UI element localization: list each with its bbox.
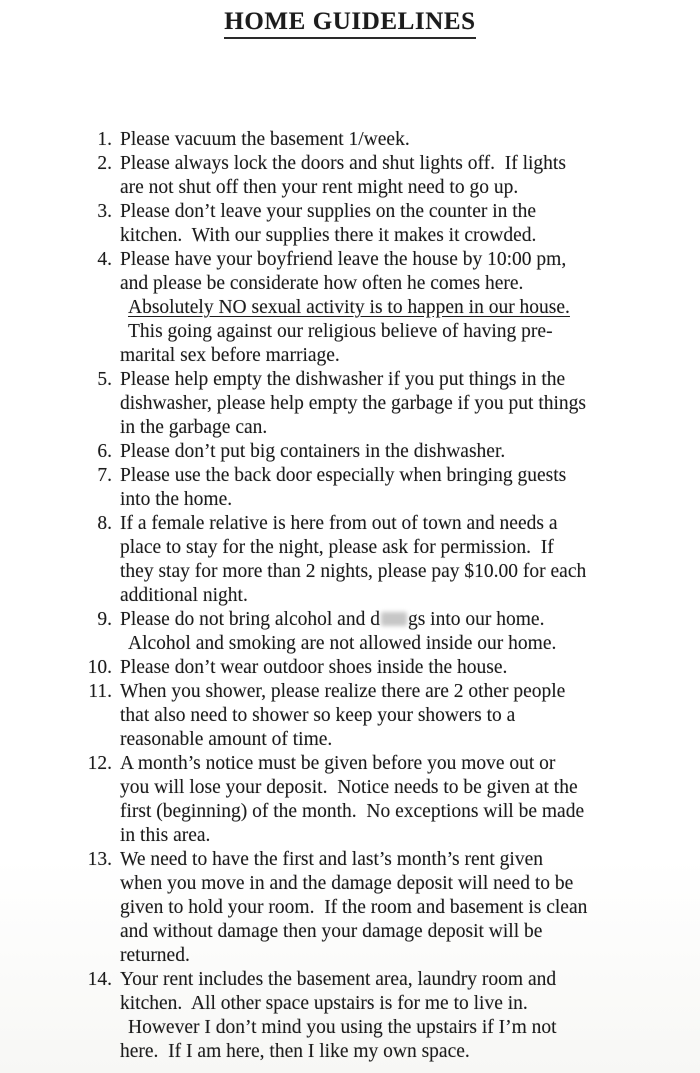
list-item-number: 4.	[97, 249, 112, 270]
list-item-number: 2.	[97, 153, 112, 174]
text-line	[120, 728, 565, 752]
text-segment: when you move in and the damage deposit will need to be	[120, 873, 574, 894]
text-line	[120, 176, 566, 200]
text-line	[120, 272, 570, 296]
text-line	[120, 608, 556, 632]
list-item	[84, 656, 587, 680]
text-line	[120, 824, 584, 848]
list-item	[84, 968, 587, 1064]
text-line	[120, 944, 587, 968]
list-item-number: 12.	[87, 753, 112, 774]
text-segment: Please don’t put big containers in the dishwasher.	[120, 441, 506, 462]
list-item	[84, 680, 587, 752]
guidelines-list	[84, 128, 587, 1064]
list-item-number: 6.	[97, 441, 112, 462]
text-segment: into the home.	[120, 489, 233, 510]
list-item-text	[120, 848, 587, 968]
text-line	[120, 920, 587, 944]
list-item-text	[120, 968, 557, 1064]
list-item	[84, 752, 587, 848]
text-segment: in this area.	[120, 825, 211, 846]
list-item-text	[120, 248, 570, 368]
text-segment: When you shower, please realize there are 2 other people	[120, 681, 566, 702]
list-item-text	[120, 464, 566, 512]
text-segment: Please have your boyfriend leave the house by 10:00 pm,	[120, 249, 567, 270]
text-segment: here. If I am here, then I like my own space.	[120, 1041, 470, 1062]
list-item-number: 10.	[87, 657, 112, 678]
text-line	[120, 128, 410, 152]
text-line	[120, 488, 566, 512]
text-line	[120, 464, 566, 488]
underlined-text: Absolutely NO sexual activity is to happen in our house.	[128, 297, 570, 318]
list-item-text	[120, 752, 584, 848]
list-item-number: 7.	[97, 465, 112, 486]
text-segment: they stay for more than 2 nights, please pay $10.00 for each	[120, 561, 587, 582]
text-line	[120, 776, 584, 800]
list-item	[84, 512, 587, 608]
text-segment: and please be considerate how often he comes here.	[120, 273, 524, 294]
text-segment: Please don’t wear outdoor shoes inside the house.	[120, 657, 508, 678]
text-line	[120, 800, 584, 824]
text-line	[120, 320, 570, 344]
text-segment: place to stay for the night, please ask for permission. If	[120, 537, 554, 558]
list-item	[84, 464, 587, 512]
list-item-text	[120, 152, 566, 200]
text-line	[120, 1016, 557, 1040]
list-item	[84, 608, 587, 656]
text-segment: in the garbage can.	[120, 417, 268, 438]
text-segment: you will lose your deposit. Notice needs to be given at the	[120, 777, 578, 798]
text-line	[120, 704, 565, 728]
text-line	[120, 536, 586, 560]
list-item	[84, 200, 587, 248]
text-segment: marital sex before marriage.	[120, 345, 340, 366]
list-item-text	[120, 368, 586, 440]
list-item-number: 8.	[97, 513, 112, 534]
list-item-number: 14.	[87, 969, 112, 990]
text-line	[120, 560, 586, 584]
list-item	[84, 152, 587, 200]
text-segment: dishwasher, please help empty the garbage if you put things	[120, 393, 587, 414]
text-segment: This going against our religious believe of having pre-	[128, 321, 553, 342]
text-line	[120, 152, 566, 176]
list-item	[84, 128, 587, 152]
list-item-text	[120, 512, 586, 608]
list-item-number: 5.	[97, 369, 112, 390]
text-line	[120, 512, 586, 536]
text-line	[120, 200, 536, 224]
text-line	[120, 224, 536, 248]
text-line	[120, 968, 557, 992]
text-line	[120, 656, 507, 680]
text-line	[120, 416, 586, 440]
list-item	[84, 848, 587, 968]
text-line	[120, 752, 584, 776]
list-item-text	[120, 608, 556, 656]
list-item-text	[120, 656, 507, 680]
text-segment: Please always lock the doors and shut lights off. If lights	[120, 153, 566, 174]
text-line	[120, 872, 587, 896]
text-segment: reasonable amount of time.	[120, 729, 333, 750]
list-item-text	[120, 200, 536, 248]
text-line	[120, 440, 505, 464]
text-line	[120, 896, 587, 920]
list-item-number: 11.	[88, 681, 112, 702]
text-segment: Your rent includes the basement area, laundry room and	[120, 969, 557, 990]
text-line	[120, 248, 570, 272]
text-segment: first (beginning) of the month. No exceptions will be made	[120, 801, 585, 822]
list-item-number: 13.	[87, 849, 112, 870]
list-item	[84, 368, 587, 440]
text-segment: gs into our home.	[407, 609, 545, 630]
text-segment: are not shut off then your rent might need to go up.	[120, 177, 519, 198]
text-segment: given to hold your room. If the room and basement is clean	[120, 897, 588, 918]
list-item-text	[120, 440, 505, 464]
text-segment: However I don’t mind you using the upstairs if I’m not	[128, 1017, 557, 1038]
text-segment: kitchen. All other space upstairs is for me to live in.	[120, 993, 528, 1014]
list-item	[84, 440, 587, 464]
list-item	[84, 248, 587, 368]
text-segment: We need to have the first and last’s month’s rent given	[120, 849, 543, 870]
text-segment: that also need to shower so keep your showers to a	[120, 705, 516, 726]
text-segment: Please use the back door especially when bringing guests	[120, 465, 567, 486]
redacted-word	[381, 612, 407, 626]
text-line	[120, 296, 570, 320]
list-item-text	[120, 128, 410, 152]
text-segment: Alcohol and smoking are not allowed inside our home.	[128, 633, 557, 654]
text-segment: A month’s notice must be given before you move out or	[120, 753, 556, 774]
list-item-text	[120, 680, 565, 752]
text-line	[120, 992, 557, 1016]
list-item-number: 3.	[97, 201, 112, 222]
text-line	[120, 344, 570, 368]
text-segment: kitchen. With our supplies there it makes it crowded.	[120, 225, 537, 246]
text-segment: Please do not bring alcohol and d	[120, 609, 380, 630]
list-item-number: 1.	[97, 129, 112, 150]
text-line	[120, 680, 565, 704]
text-line	[120, 368, 586, 392]
text-segment: returned.	[120, 945, 190, 966]
text-line	[120, 1040, 557, 1064]
list-item-number: 9.	[97, 609, 112, 630]
text-segment: and without damage then your damage deposit will be	[120, 921, 543, 942]
text-segment: additional night.	[120, 585, 248, 606]
text-line	[120, 392, 586, 416]
document-title-text: HOME GUIDELINES	[224, 8, 475, 39]
text-line	[120, 584, 586, 608]
text-segment: If a female relative is here from out of town and needs a	[120, 513, 558, 534]
document-title	[0, 8, 700, 39]
text-segment: Please vacuum the basement 1/week.	[120, 129, 410, 150]
text-line	[120, 848, 587, 872]
text-segment: Please help empty the dishwasher if you put things in the	[120, 369, 566, 390]
text-segment: Please don’t leave your supplies on the counter in the	[120, 201, 537, 222]
text-line	[120, 632, 556, 656]
